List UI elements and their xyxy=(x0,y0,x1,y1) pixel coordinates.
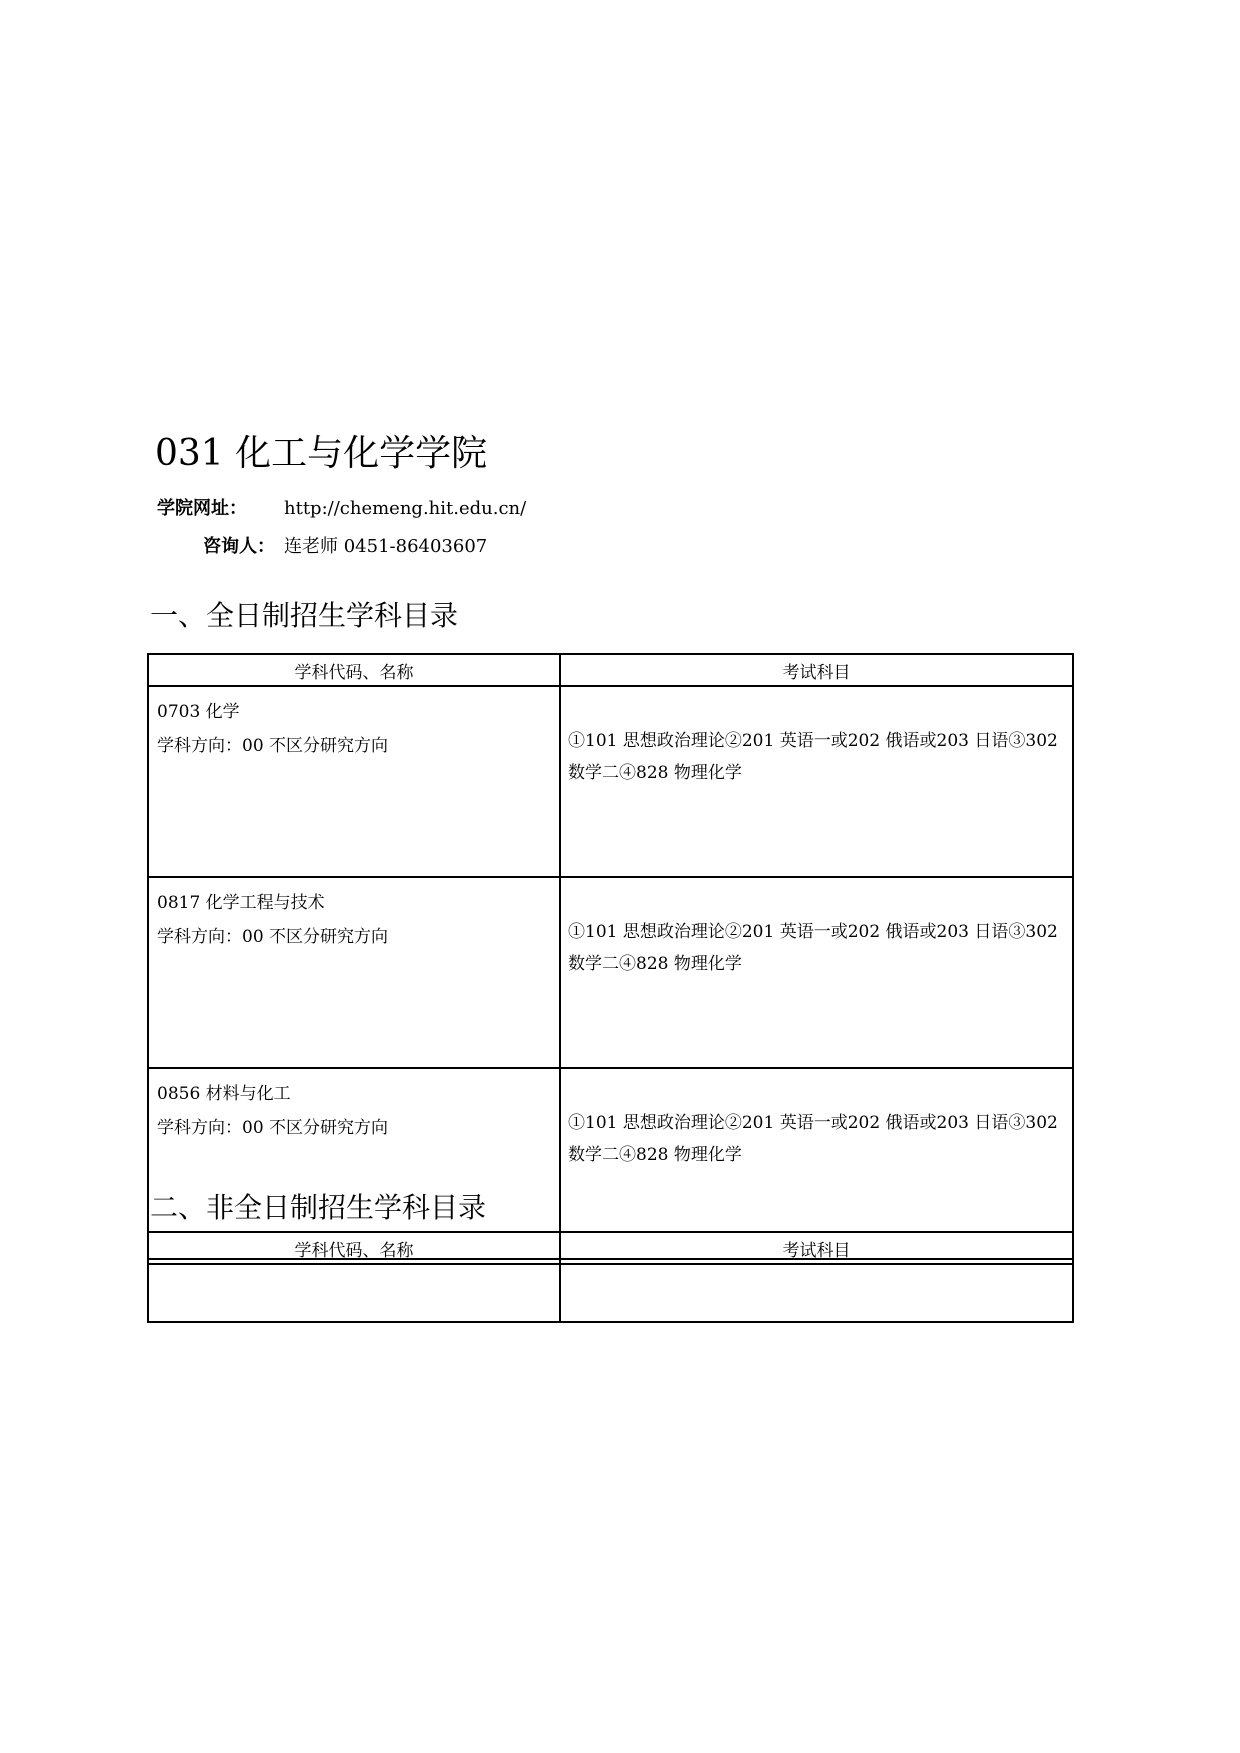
exam-subjects-line: ①101 思想政治理论②201 英语一或202 俄语或203 日语③302 xyxy=(568,731,1058,751)
page-title: 031 化工与化学学院 xyxy=(155,433,488,474)
major-cell xyxy=(148,877,560,1068)
fulltime-section-heading: 一、全日制招生学科目录 xyxy=(150,599,459,632)
contact-row xyxy=(203,534,487,560)
website-label: 学院网址： xyxy=(157,498,247,519)
website-row xyxy=(157,496,526,522)
contact-label: 咨询人： xyxy=(203,536,275,557)
table-header-row xyxy=(148,654,1073,686)
website-link[interactable]: http://chemeng.hit.edu.cn/ xyxy=(284,498,527,519)
column-header-major: 学科代码、名称 xyxy=(148,1232,560,1264)
major-direction: 学科方向：00 不区分研究方向 xyxy=(157,1118,389,1138)
column-header-exam: 考试科目 xyxy=(560,654,1073,686)
exam-cell xyxy=(560,1264,1073,1322)
exam-cell xyxy=(560,686,1073,877)
table-header-row xyxy=(148,1232,1073,1264)
exam-cell xyxy=(560,877,1073,1068)
parttime-catalog-table xyxy=(147,1231,1074,1323)
exam-subjects-line: 数学二④828 物理化学 xyxy=(568,763,742,783)
column-header-major: 学科代码、名称 xyxy=(148,654,560,686)
exam-subjects-line: ①101 思想政治理论②201 英语一或202 俄语或203 日语③302 xyxy=(568,1113,1058,1133)
fulltime-catalog-table xyxy=(147,653,1074,1260)
major-cell xyxy=(148,1264,560,1322)
major-direction: 学科方向：00 不区分研究方向 xyxy=(157,927,389,947)
parttime-section-heading: 二、非全日制招生学科目录 xyxy=(150,1191,487,1224)
exam-subjects-line: 数学二④828 物理化学 xyxy=(568,1145,742,1165)
table-row xyxy=(148,1264,1073,1322)
major-cell xyxy=(148,686,560,877)
table-row xyxy=(148,877,1073,1068)
column-header-exam: 考试科目 xyxy=(560,1232,1073,1264)
major-name: 0703 化学 xyxy=(157,702,240,722)
table-row xyxy=(148,686,1073,877)
major-direction: 学科方向：00 不区分研究方向 xyxy=(157,736,389,756)
major-name: 0856 材料与化工 xyxy=(157,1084,291,1104)
major-name: 0817 化学工程与技术 xyxy=(157,893,325,913)
exam-subjects-line: ①101 思想政治理论②201 英语一或202 俄语或203 日语③302 xyxy=(568,922,1058,942)
contact-value: 连老师 0451-86403607 xyxy=(284,536,488,557)
exam-subjects-line: 数学二④828 物理化学 xyxy=(568,954,742,974)
